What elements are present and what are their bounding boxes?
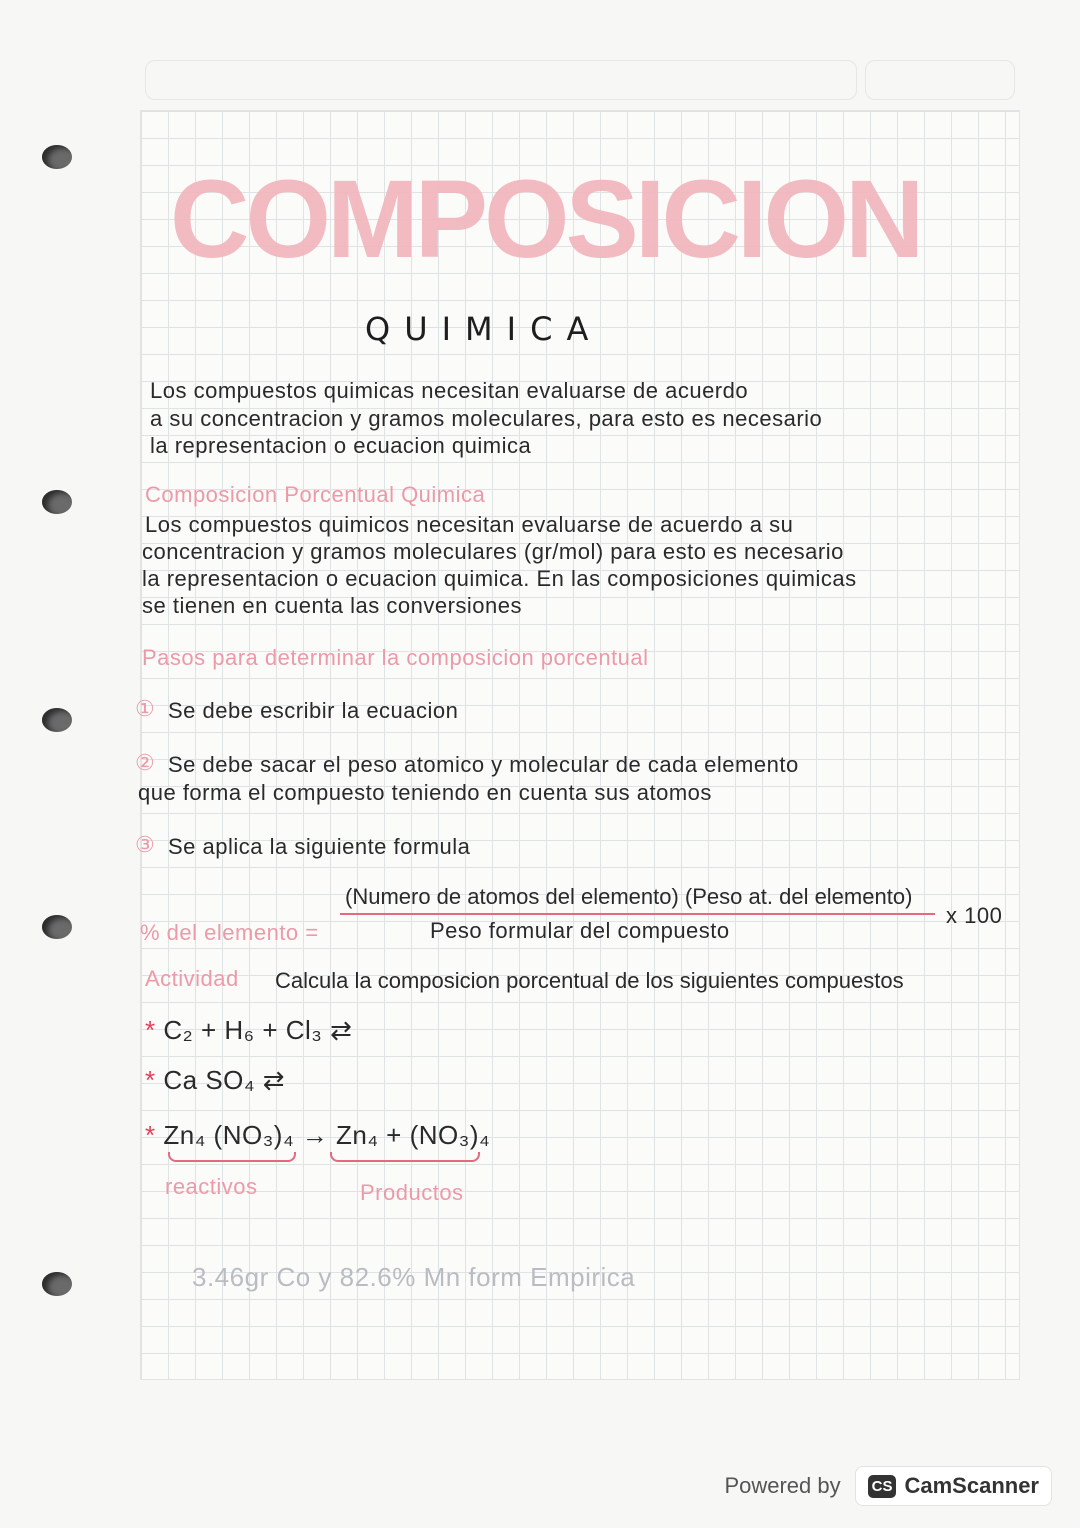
binder-hole [42, 145, 72, 169]
products-brace [330, 1152, 480, 1162]
page-subtitle: QUIMICA [365, 310, 603, 348]
star-icon: * [145, 1065, 156, 1095]
section-heading: Composicion Porcentual Quimica [145, 482, 486, 507]
section-line: Los compuestos quimicos necesitan evaluarse de acuerdo a su [145, 512, 794, 537]
section-line: se tienen en cuenta las conversiones [142, 593, 523, 618]
activity-text: Calcula la composicion porcentual de los siguientes compuestos [275, 968, 904, 993]
activity-item [145, 1065, 285, 1096]
intro-line: Los compuestos quimicas necesitan evaluarse de acuerdo [150, 378, 749, 403]
reactants-label: reactivos [165, 1174, 258, 1199]
star-icon: * [145, 1015, 156, 1045]
section-line: concentracion y gramos moleculares (gr/mol) para esto es necesario [142, 539, 844, 564]
activity-item [145, 1120, 490, 1151]
formula-multiplier: x 100 [946, 903, 1003, 928]
pencil-note: 3.46gr Co y 82.6% Mn form Empirica [192, 1262, 636, 1292]
binder-hole [42, 915, 72, 939]
formula-numerator: (Numero de atomos del elemento) (Peso at. del elemento) [345, 884, 913, 909]
formula-denominator: Peso formular del compuesto [430, 918, 730, 943]
step-number: ① [135, 696, 156, 721]
step-text: Se debe sacar el peso atomico y molecular de cada elemento [168, 752, 799, 777]
compound: Ca SO₄ ⇄ [163, 1065, 286, 1095]
products-label: Productos [360, 1180, 464, 1205]
compound: C₂ + H₆ + Cl₃ ⇄ [163, 1015, 353, 1045]
page-title: COMPOSICION [170, 158, 921, 281]
page-header-band [145, 60, 857, 100]
intro-line: la representacion o ecuacion quimica [150, 433, 532, 458]
step-number: ② [135, 750, 156, 775]
section-heading: Pasos para determinar la composicion porcentual [142, 645, 649, 670]
intro-line: a su concentracion y gramos moleculares, para esto es necesario [150, 406, 823, 431]
activity-label: Actividad [145, 966, 239, 991]
fraction-bar [340, 913, 935, 915]
star-icon: * [145, 1120, 156, 1150]
camscanner-logo-icon: CS [868, 1475, 897, 1498]
powered-by-text: Powered by [724, 1473, 841, 1498]
step-text: Se debe escribir la ecuacion [168, 698, 459, 723]
activity-item [145, 1015, 352, 1046]
section-line: la representacion o ecuacion quimica. En las composiciones quimicas [142, 566, 857, 591]
page-header-band-right [865, 60, 1015, 100]
camscanner-brand: CamScanner [904, 1473, 1039, 1498]
binder-hole [42, 1272, 72, 1296]
formula-lhs: % del elemento = [140, 920, 319, 945]
camscanner-badge [855, 1466, 1052, 1506]
reactants-brace [168, 1152, 296, 1162]
grid-paper [140, 110, 1020, 1380]
compound: Zn₄ (NO₃)₄ → Zn₄ + (NO₃)₄ [163, 1120, 491, 1150]
binder-hole [42, 490, 72, 514]
step-text: Se aplica la siguiente formula [168, 834, 471, 859]
step-number: ③ [135, 832, 156, 857]
binder-hole [42, 708, 72, 732]
step-text: que forma el compuesto teniendo en cuenta sus atomos [138, 780, 712, 805]
camscanner-watermark [724, 1466, 1052, 1506]
